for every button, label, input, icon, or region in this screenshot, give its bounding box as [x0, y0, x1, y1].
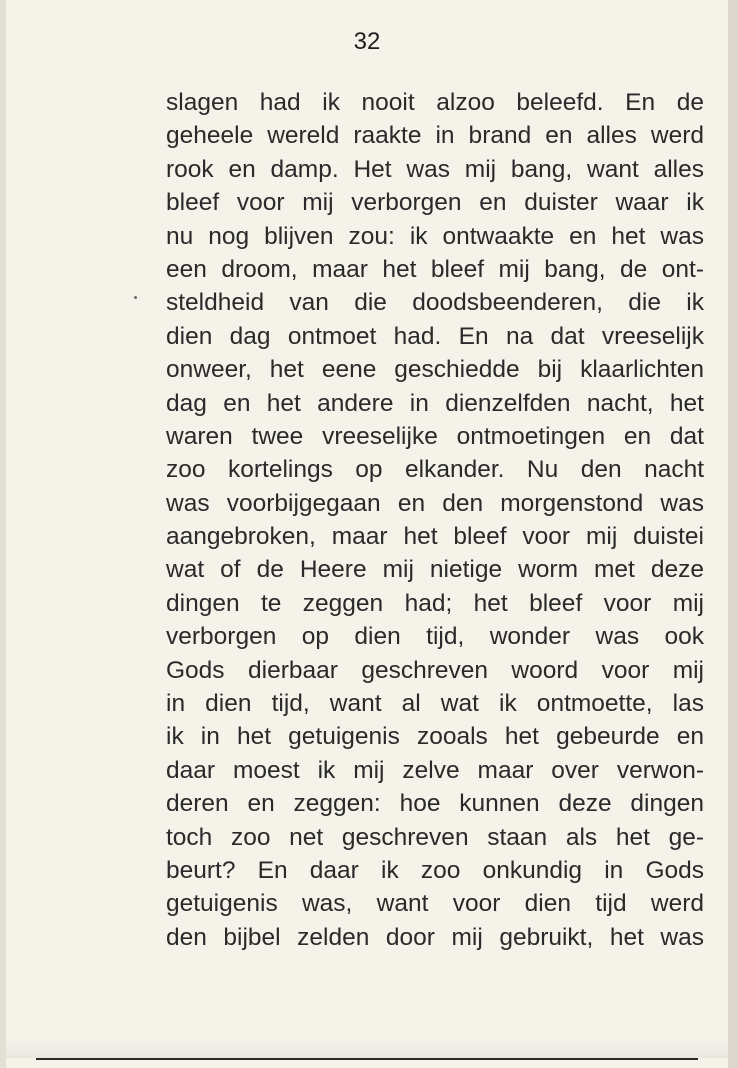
text-line: getuigenis was, want voor dien tijd werd: [166, 890, 704, 918]
text-line: dingen te zeggen had; het bleef voor mij: [166, 589, 704, 617]
body-text: [166, 86, 704, 954]
text-line: in dien tijd, want al wat ik ontmoette, las: [166, 690, 704, 718]
text-line: slagen had ik nooit alzoo beleefd. En de: [166, 89, 704, 116]
text-line: aangebroken, maar het bleef voor mij duistei: [166, 523, 704, 551]
text-line: geheele wereld raakte in brand en alles werd: [166, 122, 704, 150]
text-line: ik in het getuigenis zooals het gebeurde en: [166, 723, 704, 751]
text-line: nu nog blijven zou: ik ontwaakte en het was: [166, 222, 704, 250]
text-line: rook en damp. Het was mij bang, want alles: [166, 155, 704, 183]
text-line: Gods dierbaar geschreven woord voor mij: [166, 656, 704, 684]
text-line: bleef voor mij verborgen en duister waar ik: [166, 189, 704, 217]
text-line: daar moest ik mij zelve maar over verwon-: [166, 756, 704, 784]
page-bottom-shadow: [6, 1040, 728, 1058]
text-line: wat of de Heere mij nietige worm met deze: [166, 556, 704, 584]
page-number: 32: [353, 28, 381, 55]
margin-speck: [134, 296, 137, 299]
page-bottom-edge: [36, 1058, 698, 1060]
text-line: deren en zeggen: hoe kunnen deze dingen: [166, 790, 704, 818]
text-line: verborgen op dien tijd, wonder was ook: [166, 623, 704, 651]
text-line: was voorbijgegaan en den morgenstond was: [166, 489, 704, 517]
text-line: toch zoo net geschreven staan als het ge-: [166, 823, 704, 851]
text-line: zoo kortelings op elkander. Nu den nacht: [166, 456, 704, 484]
text-line: dien dag ontmoet had. En na dat vreeselijk: [166, 322, 704, 350]
text-line: steldheid van die doodsbeenderen, die ik: [166, 289, 704, 317]
text-line: den bijbel zelden door mij gebruikt, het was: [166, 923, 704, 951]
text-line: een droom, maar het bleef mij bang, de ont-: [166, 255, 704, 283]
text-line: dag en het andere in dienzelfden nacht, het: [166, 389, 704, 417]
text-line: onweer, het eene geschiedde bij klaarlichten: [166, 356, 704, 384]
text-line: waren twee vreeselijke ontmoetingen en dat: [166, 422, 704, 450]
text-line: beurt? En daar ik zoo onkundig in Gods: [166, 856, 704, 884]
